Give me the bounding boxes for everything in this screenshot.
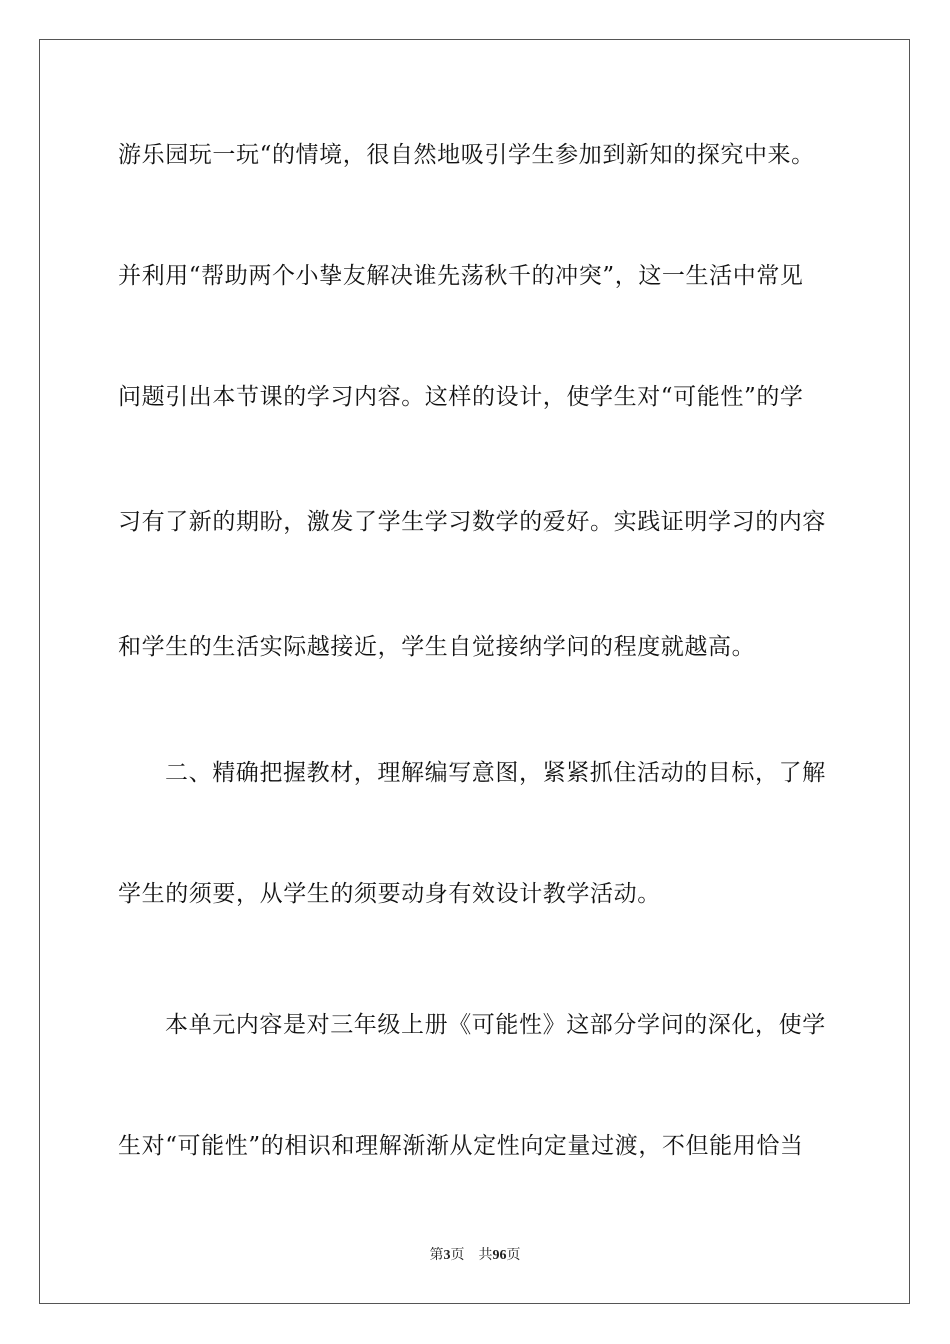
page-footer xyxy=(0,1247,950,1265)
paragraph-line: 生对“可能性”的相识和理解渐渐从定性向定量过渡，不但能用恰当 xyxy=(118,1133,804,1159)
total-pages: 96 xyxy=(492,1248,507,1263)
paragraph-line: 问题引出本节课的学习内容。这样的设计，使学生对“可能性”的学 xyxy=(118,384,804,410)
page-prefix: 第 xyxy=(429,1248,444,1263)
page-number: 3 xyxy=(443,1248,451,1263)
page-suffix: 页 xyxy=(450,1248,465,1263)
total-prefix: 共 xyxy=(478,1248,493,1263)
paragraph-line: 游乐园玩一玩“的情境，很自然地吸引学生参加到新知的探究中来。 xyxy=(118,142,815,168)
section-heading-line: 二、精确把握教材，理解编写意图，紧紧抓住活动的目标，了解 xyxy=(165,760,826,786)
paragraph-line: 和学生的生活实际越接近，学生自觉接纳学问的程度就越高。 xyxy=(118,634,756,660)
page-border xyxy=(39,39,910,1304)
paragraph-line: 本单元内容是对三年级上册《可能性》这部分学问的深化，使学 xyxy=(165,1012,826,1038)
paragraph-line: 并利用“帮助两个小挚友解决谁先荡秋千的冲突”，这一生活中常见 xyxy=(118,263,804,289)
paragraph-line: 学生的须要，从学生的须要动身有效设计教学活动。 xyxy=(118,881,661,907)
paragraph-line: 习有了新的期盼，激发了学生学习数学的爱好。实践证明学习的内容 xyxy=(118,509,826,535)
total-suffix: 页 xyxy=(506,1248,521,1263)
